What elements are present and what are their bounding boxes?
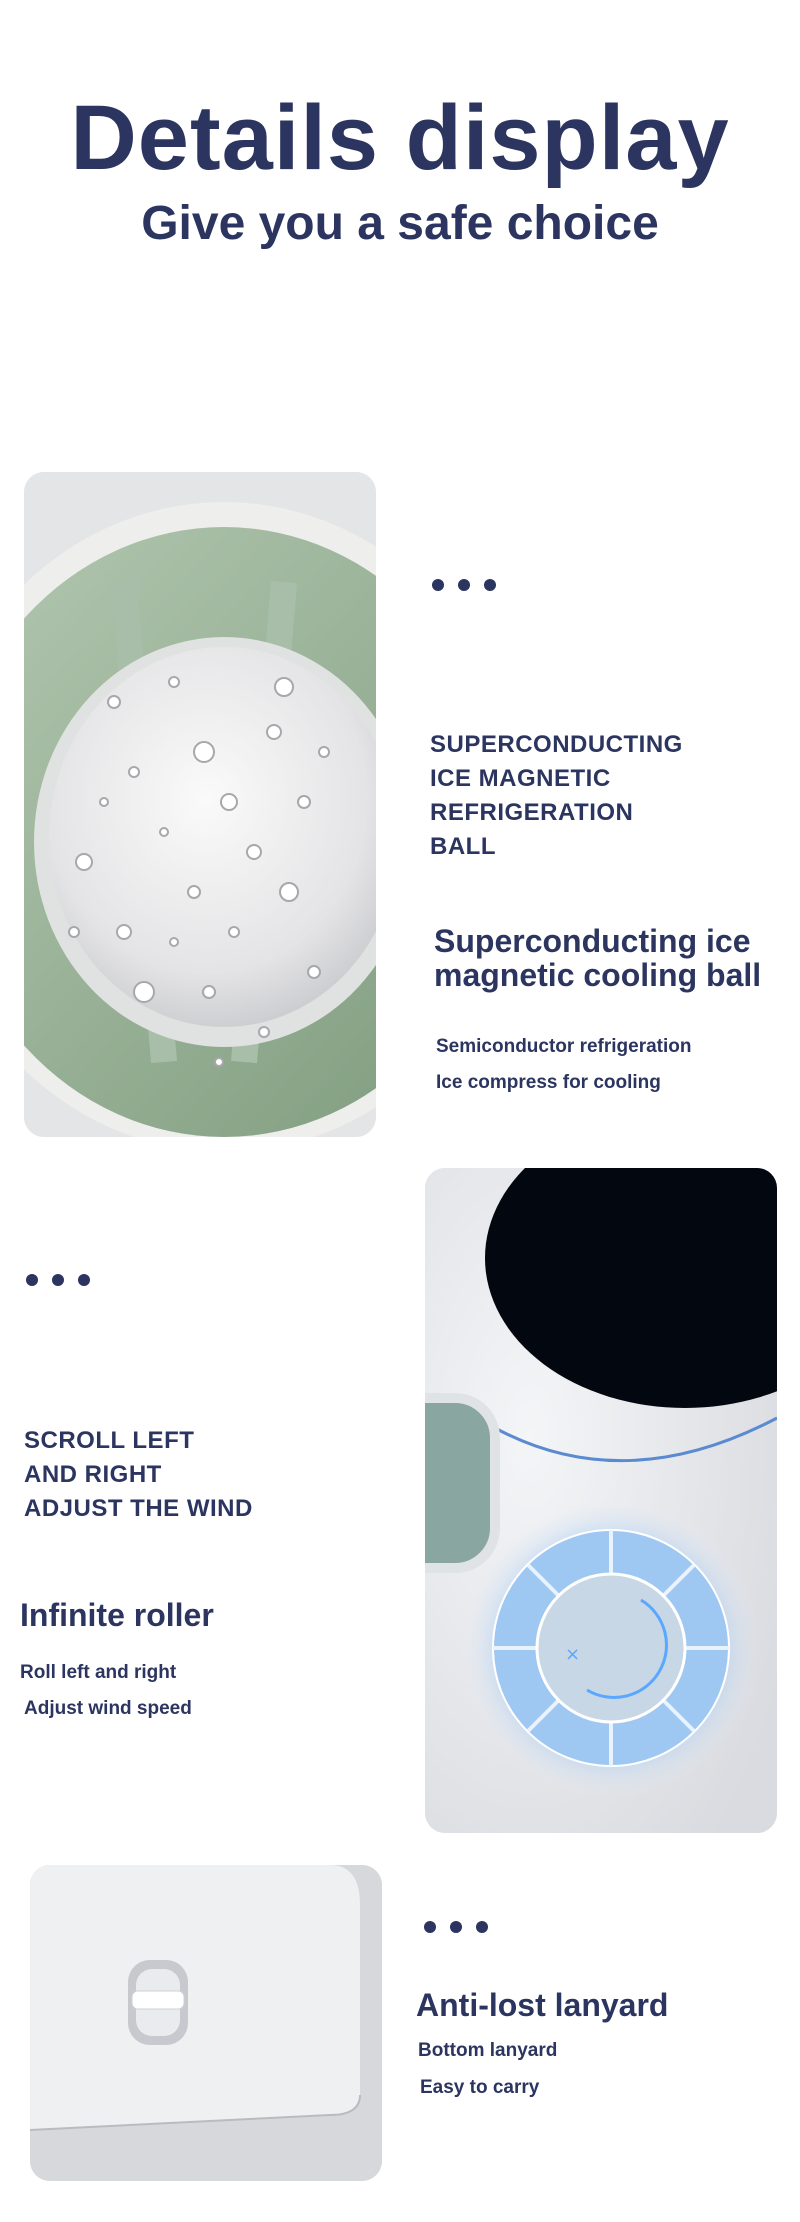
roller-photo-icon bbox=[425, 1168, 777, 1833]
ice-ball-image bbox=[24, 472, 376, 1137]
svg-text:×: × bbox=[565, 1644, 581, 1665]
page-subtitle: Give you a safe choice bbox=[141, 197, 659, 250]
section2-caps-title: SCROLL LEFT AND RIGHT ADJUST THE WIND bbox=[24, 1427, 253, 1522]
section3-line-1: Bottom lanyard bbox=[418, 2040, 558, 2061]
decor-dots bbox=[424, 1921, 488, 1933]
roller-image bbox=[425, 1168, 777, 1833]
section3-heading: Anti-lost lanyard bbox=[416, 1987, 669, 2023]
section2-line-2: Adjust wind speed bbox=[24, 1698, 192, 1719]
section1-line-2: Ice compress for cooling bbox=[436, 1072, 661, 1093]
section2-line-1: Roll left and right bbox=[20, 1662, 177, 1683]
lanyard-photo-icon bbox=[30, 1865, 382, 2181]
section3-line-2: Easy to carry bbox=[420, 2077, 540, 2098]
section1-heading: Superconducting ice magnetic cooling ball bbox=[434, 923, 762, 993]
page-title: Details display bbox=[70, 87, 730, 189]
section1-caps-title: SUPERCONDUCTING ICE MAGNETIC REFRIGERATION BALL bbox=[430, 731, 683, 860]
decor-dots bbox=[432, 579, 496, 591]
decor-dots bbox=[26, 1274, 90, 1286]
section1-line-1: Semiconductor refrigeration bbox=[436, 1036, 692, 1057]
lanyard-image bbox=[30, 1865, 382, 2181]
section2-heading: Infinite roller bbox=[20, 1597, 214, 1633]
ice-ball-photo-icon bbox=[24, 472, 376, 1137]
